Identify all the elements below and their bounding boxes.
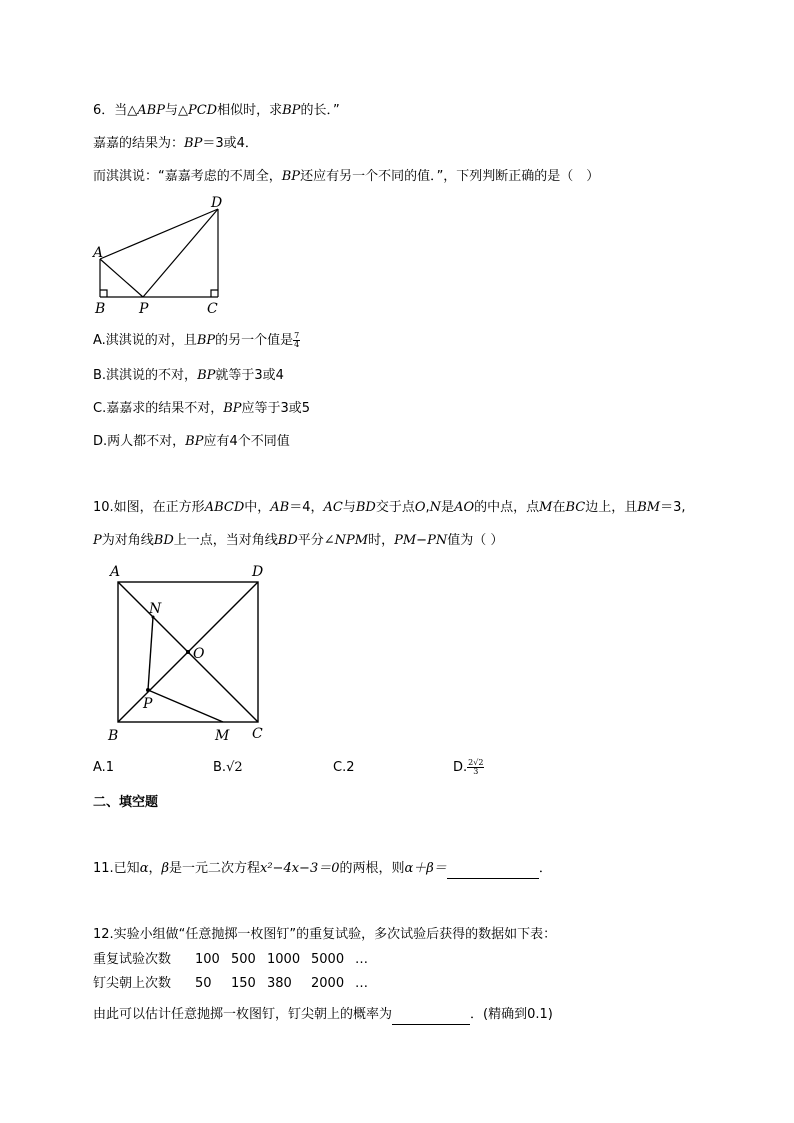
label-n: N [149, 601, 162, 617]
q10-figure [100, 560, 280, 750]
q12-row-trials: 重复试验次数 100 500 1000 5000 … [93, 952, 368, 967]
q6-option-c: C.嘉嘉求的结果不对，BP应等于3或5 [93, 401, 311, 416]
segment-pd [143, 209, 218, 297]
q12-row-tip-up: 钉尖朝上次数 50 150 380 2000 … [93, 976, 368, 991]
label-d: D [252, 564, 264, 580]
q6-option-b: B.淇淇说的不对，BP就等于3或4 [93, 368, 284, 383]
q10-option-d: D. $\frac{2√2}{3}$ [453, 758, 484, 776]
q11: 11.已知α，β是一元二次方程x²−4x−3＝0的两根，则α＋β＝ ． [93, 860, 552, 879]
q12-conclusion: 由此可以估计任意抛掷一枚图钉，钉尖朝上的概率为 ．(精确到0.1) [93, 1006, 553, 1025]
right-angle-c [211, 290, 218, 297]
segment-np [148, 617, 153, 690]
q12-intro: 12.实验小组做“任意抛掷一枚图钉”的重复试验，多次试验后获得的数据如下表： [93, 927, 557, 942]
answer-blank-q11[interactable] [447, 860, 539, 879]
label-a: A [110, 564, 121, 580]
q10-line2: P为对角线BD上一点，当对角线BD平分∠NPM时，PM−PN值为（ ） [93, 533, 504, 548]
label-c: C [252, 726, 263, 742]
q6-figure [90, 192, 240, 317]
label-d: D [211, 195, 223, 211]
q10-option-a: A.1 [93, 760, 115, 775]
label-b: B [108, 728, 119, 744]
segment-pm [148, 690, 223, 722]
segment-ad [100, 209, 218, 259]
q10-line1: 10.如图，在正方形ABCD中，AB＝4，AC与BD交于点O,N是AO的中点，点M在BC边上，且BM＝3, [93, 500, 686, 515]
q10-option-b: B.√2 [213, 760, 243, 775]
answer-blank-q12[interactable] [392, 1006, 470, 1025]
label-p: P [143, 696, 153, 712]
label-a: A [93, 245, 104, 261]
fraction-seven-quarters: $\frac{7}{4}$ [294, 331, 300, 349]
q6-intro: 6．当△ABP与△PCD相似时，求BP的长．” [93, 103, 340, 118]
q10-option-c: C.2 [333, 760, 355, 775]
q6-option-d: D.两人都不对，BP应有4个不同值 [93, 434, 290, 449]
right-angle-b [100, 290, 107, 297]
point-o [186, 650, 190, 654]
label-b: B [95, 301, 106, 317]
section-title-fill-in: 二、填空题 [93, 795, 159, 810]
q6-qiqi-statement: 而淇淇说：“嘉嘉考虑的不周全，BP还应有另一个不同的值．”，下列判断正确的是（ ） [93, 169, 600, 184]
point-p [146, 688, 150, 692]
label-m: M [215, 728, 230, 744]
label-o: O [193, 646, 205, 662]
fraction-two-root-two-thirds: $\frac{2√2}{3}$ [468, 758, 484, 776]
label-c: C [207, 301, 218, 317]
q6-option-a: A.淇淇说的对，且BP的另一个值是 $\frac{7}{4}$ [93, 331, 300, 349]
q6-result: 嘉嘉的结果为：BP＝3或4． [93, 136, 258, 151]
label-p: P [139, 301, 149, 317]
